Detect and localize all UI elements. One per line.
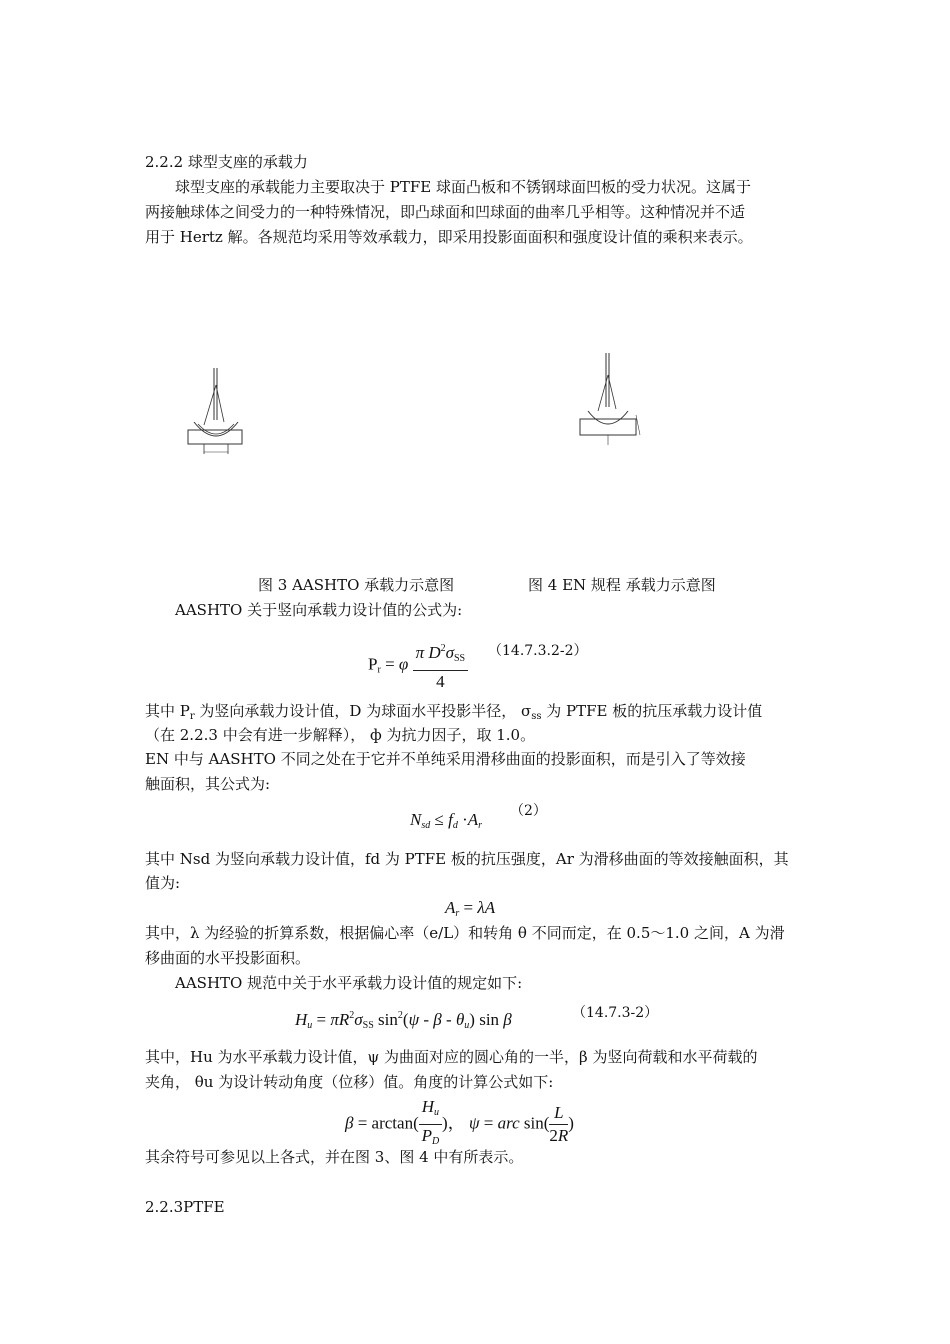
en-bearing-diagram bbox=[570, 345, 650, 450]
equation-nsd: $N_{sd} \le f_d \cdot A_r$ bbox=[410, 810, 483, 831]
en-vertical-desc-2: 值为: bbox=[145, 874, 181, 892]
aashto-horizontal-desc-1: 其中，Hu 为水平承载力设计值，ψ 为曲面对应的圆心角的一半，β 为竖向荷载和水平荷载的 bbox=[145, 1048, 758, 1066]
aashto-vertical-desc-2: （在 2.2.3 中会有进一步解释）， ф 为抗力因子，取 1.0。 bbox=[145, 726, 536, 744]
equation-pr: $P_r = \varphi$ $\frac{\pi D^2\sigma_{SS}}{4}$ bbox=[368, 638, 468, 693]
lambda-desc-1: 其中，λ 为经验的折算系数，根据偏心率（e/L）和转角 θ 不同而定，在 0.5～1.0 之间，A 为滑 bbox=[145, 924, 785, 942]
equation-number: （14.7.3-2） bbox=[572, 1005, 659, 1021]
lambda-desc-2: 移曲面的水平投影面积。 bbox=[145, 949, 311, 967]
aashto-vertical-intro: AASHTO 关于竖向承载力设计值的公式为: bbox=[175, 601, 463, 619]
equation-ar: $A_r = \lambda A$ bbox=[445, 898, 496, 919]
aashto-horizontal-desc-2: 夹角， θu 为设计转动角度（位移）值。角度的计算公式如下: bbox=[145, 1073, 554, 1091]
aashto-bearing-diagram bbox=[180, 360, 250, 460]
equation-hu: $H_u = \pi R^2\sigma_{SS}$ $\sin^2(\psi$ - β - $\theta_u$) sin β bbox=[295, 1010, 512, 1031]
figure-4-caption: 图 4 EN 规程 承载力示意图 bbox=[528, 576, 716, 594]
equation-number: （14.7.3.2-2） bbox=[488, 643, 588, 659]
equation-angles: β = arctan( $\frac{H_u}{P_D}$ )， ψ = arc sin( $\frac{L}{2R}$ ) bbox=[345, 1097, 574, 1147]
en-vertical-desc-1: 其中 Nsd 为竖向承载力设计值，fd 为 PTFE 板的抗压强度，Ar 为滑移曲面的等效接触面积，其 bbox=[145, 850, 789, 868]
en-vertical-line-1: EN 中与 AASHTO 不同之处在于它并不单纯采用滑移曲面的投影面积，而是引入了等效接 bbox=[145, 750, 746, 768]
aashto-vertical-desc-1: 其中 $P_r$ 为竖向承载力设计值，D 为球面水平投影半径， $\sigma_{ss}$ 为 PTFE 板的抗压承载力设计值 bbox=[145, 702, 763, 722]
en-vertical-line-2: 触面积，其公式为: bbox=[145, 775, 271, 793]
next-section-heading: 2.2.3PTFE bbox=[145, 1198, 225, 1216]
section-heading: 2.2.2 球型支座的承载力 bbox=[145, 153, 308, 171]
equation-number: （2） bbox=[510, 803, 547, 819]
aashto-horizontal-intro: AASHTO 规范中关于水平承载力设计值的规定如下: bbox=[175, 974, 523, 992]
closing-line: 其余符号可参见以上各式，并在图 3、图 4 中有所表示。 bbox=[145, 1148, 524, 1166]
intro-line-1: 球型支座的承载能力主要取决于 PTFE 球面凸板和不锈钢球面凹板的受力状况。这属于 bbox=[175, 178, 751, 196]
intro-line-3: 用于 Hertz 解。各规范均采用等效承载力，即采用投影面面积和强度设计值的乘积来表示。 bbox=[145, 228, 753, 246]
intro-line-2: 两接触球体之间受力的一种特殊情况，即凸球面和凹球面的曲率几乎相等。这种情况并不适 bbox=[145, 203, 746, 221]
figure-3-caption: 图 3 AASHTO 承载力示意图 bbox=[258, 576, 455, 594]
